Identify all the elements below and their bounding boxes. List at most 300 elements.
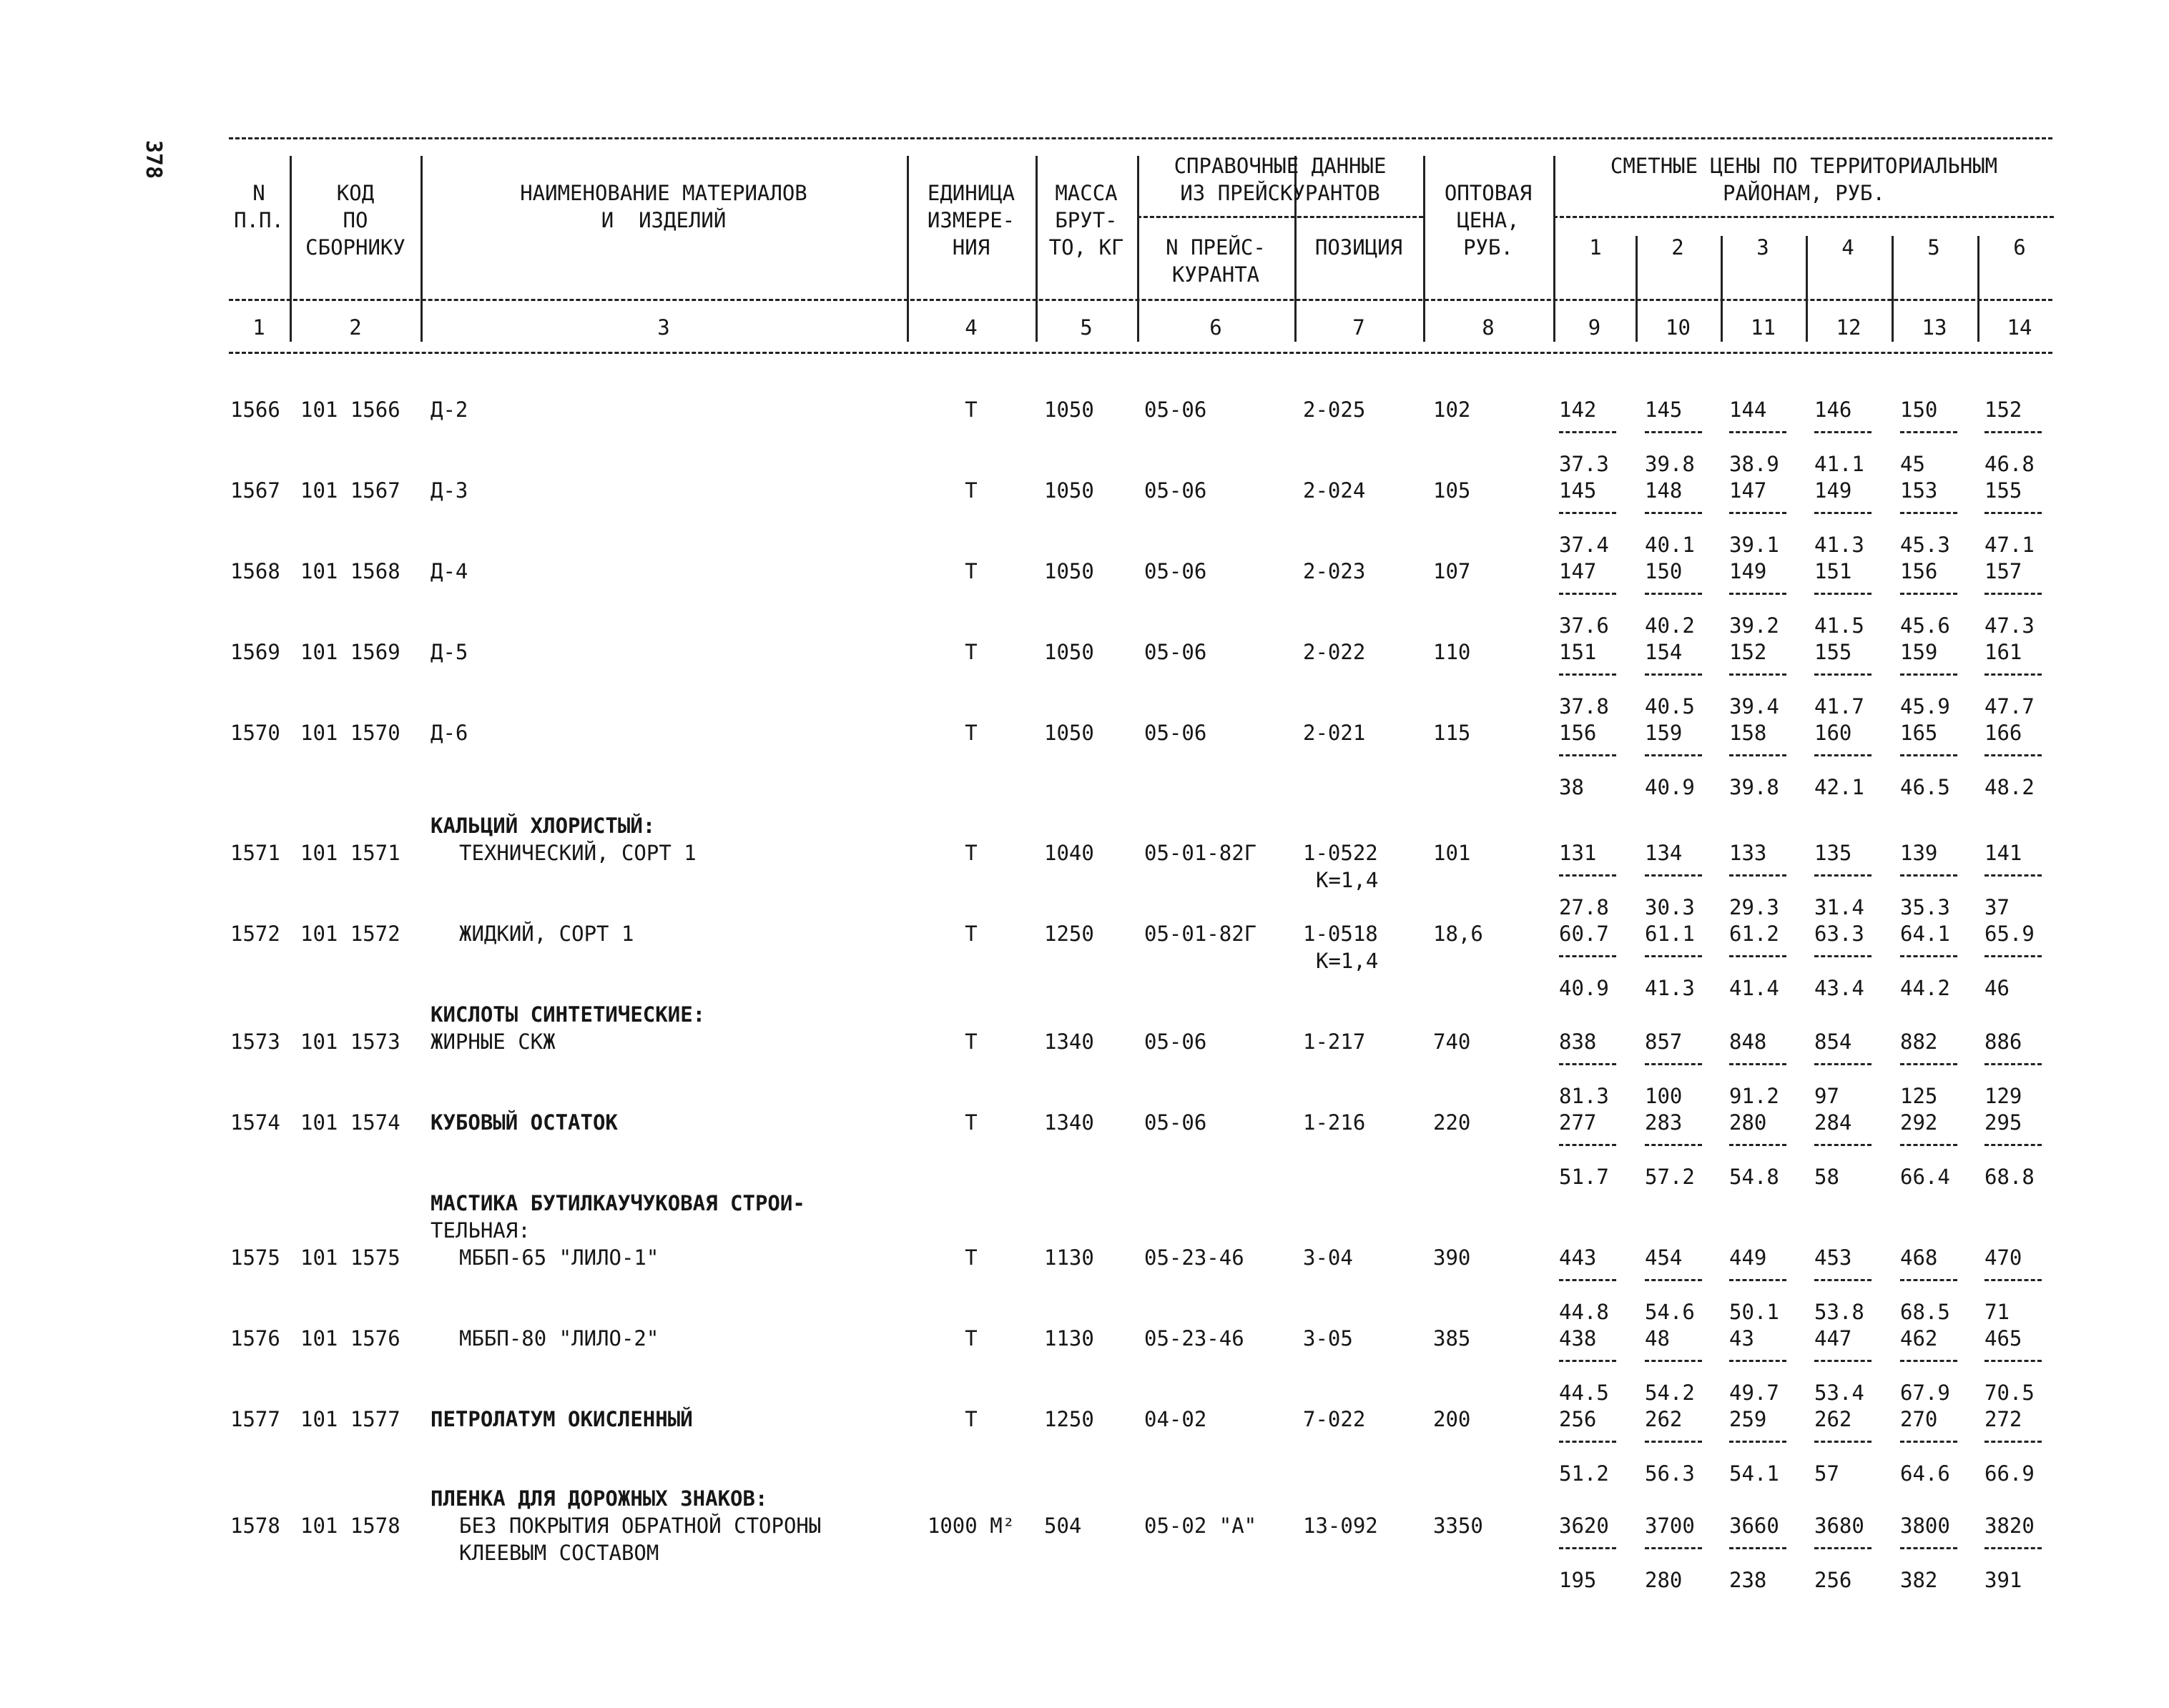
region-price-wage: 44.5 xyxy=(1559,1381,1609,1405)
row-number: 1570 xyxy=(230,721,280,745)
fraction-bar xyxy=(1814,431,1872,433)
position: 1-0518 xyxy=(1303,922,1378,946)
region-price-wage: 44.8 xyxy=(1559,1300,1609,1324)
position: 1-0522 xyxy=(1303,841,1378,865)
position-coef: К=1,4 xyxy=(1316,949,1379,973)
fraction-bar xyxy=(1984,1063,2042,1065)
fraction-bar xyxy=(1559,874,1616,877)
header-col-name: И ИЗДЕЛИЙ xyxy=(601,208,727,232)
region-price-wage: 40.1 xyxy=(1645,533,1695,557)
fraction-bar xyxy=(1645,874,1702,877)
fraction-bar xyxy=(1559,955,1616,957)
header-col-unit: ИЗМЕРЕ- xyxy=(927,208,1015,232)
mass: 1040 xyxy=(1044,841,1094,865)
region-price-total: 3800 xyxy=(1900,1514,1950,1538)
unit: Т xyxy=(965,1245,978,1270)
fraction-bar xyxy=(1559,673,1616,676)
region-price-total: 133 xyxy=(1729,841,1767,865)
position: 2-025 xyxy=(1303,398,1366,422)
region-price-total: 438 xyxy=(1559,1326,1597,1351)
header-column-index: 4 xyxy=(965,315,978,340)
region-price-total: 60.7 xyxy=(1559,922,1609,946)
region-price-wage: 382 xyxy=(1900,1568,1938,1592)
region-price-total: 3700 xyxy=(1645,1514,1695,1538)
region-price-total: 152 xyxy=(1729,640,1767,664)
header-column-index: 5 xyxy=(1080,315,1093,340)
material-name: Д-3 xyxy=(431,478,468,503)
unit: Т xyxy=(965,922,978,946)
region-price-wage: 40.9 xyxy=(1559,976,1609,1000)
region-price-wage: 40.9 xyxy=(1645,775,1695,799)
page-number: 378 xyxy=(141,140,166,179)
region-price-wage: 45 xyxy=(1900,452,1925,476)
region-price-total: 141 xyxy=(1984,841,2022,865)
region-price-total: 144 xyxy=(1729,398,1767,422)
pricelist-number: 05-23-46 xyxy=(1144,1326,1244,1351)
region-price-wage: 27.8 xyxy=(1559,895,1609,919)
header-col-mass: БРУТ- xyxy=(1055,208,1118,232)
region-price-total: 277 xyxy=(1559,1110,1597,1135)
header-column-index: 6 xyxy=(1209,315,1222,340)
fraction-bar xyxy=(1645,1279,1702,1281)
header-column-index: 11 xyxy=(1751,315,1776,340)
row-number: 1571 xyxy=(230,841,280,865)
pricelist-number: 05-06 xyxy=(1144,721,1207,745)
row-code: 101 1569 xyxy=(300,640,400,664)
region-price-total: 63.3 xyxy=(1814,922,1864,946)
region-price-total: 3680 xyxy=(1814,1514,1864,1538)
wholesale-price: 18,6 xyxy=(1433,922,1483,946)
fraction-bar xyxy=(1900,593,1957,595)
row-code: 101 1571 xyxy=(300,841,400,865)
fraction-bar xyxy=(1984,1144,2042,1146)
region-price-wage: 70.5 xyxy=(1984,1381,2035,1405)
fraction-bar xyxy=(1814,673,1872,676)
row-number: 1566 xyxy=(230,398,280,422)
region-price-wage: 47.7 xyxy=(1984,694,2035,719)
fraction-bar xyxy=(1559,1279,1616,1281)
fraction-bar xyxy=(1645,1144,1702,1146)
fraction-bar xyxy=(1814,1360,1872,1362)
header-column-index: 7 xyxy=(1352,315,1365,340)
header-col-wholesale: РУБ. xyxy=(1463,235,1513,260)
mass: 1050 xyxy=(1044,478,1094,503)
header-region-number: 2 xyxy=(1671,235,1684,260)
region-price-total: 156 xyxy=(1559,721,1597,745)
material-name: КУБОВЫЙ ОСТАТОК xyxy=(431,1110,618,1135)
fraction-bar xyxy=(1729,431,1786,433)
fraction-bar xyxy=(1814,1279,1872,1281)
group-heading: КИСЛОТЫ СИНТЕТИЧЕСКИЕ: xyxy=(431,1002,706,1027)
header-col-number: N xyxy=(252,181,265,205)
region-price-total: 882 xyxy=(1900,1030,1938,1054)
header-region-number: 3 xyxy=(1756,235,1769,260)
fraction-bar xyxy=(1645,512,1702,514)
fraction-bar xyxy=(1814,593,1872,595)
fraction-bar xyxy=(1559,1547,1616,1549)
region-price-total: 152 xyxy=(1984,398,2022,422)
position-coef: К=1,4 xyxy=(1316,868,1379,892)
fraction-bar xyxy=(1814,1441,1872,1443)
fraction-bar xyxy=(1729,673,1786,676)
region-price-wage: 100 xyxy=(1645,1084,1683,1108)
region-price-wage: 40.2 xyxy=(1645,613,1695,638)
material-name: ЖИРНЫЕ СКЖ xyxy=(431,1030,556,1054)
material-name: Д-4 xyxy=(431,559,468,583)
region-price-total: 3660 xyxy=(1729,1514,1779,1538)
region-price-wage: 45.9 xyxy=(1900,694,1950,719)
region-price-total: 149 xyxy=(1814,478,1852,503)
header-price-group: РАЙОНАМ, РУБ. xyxy=(1723,181,1885,205)
wholesale-price: 200 xyxy=(1433,1407,1471,1431)
region-price-wage: 51.2 xyxy=(1559,1461,1609,1486)
position: 3-05 xyxy=(1303,1326,1353,1351)
row-code: 101 1567 xyxy=(300,478,400,503)
region-price-wage: 41.3 xyxy=(1645,976,1695,1000)
header-col-pricelist: N ПРЕЙС- xyxy=(1166,235,1266,260)
fraction-bar xyxy=(1645,431,1702,433)
region-price-wage: 53.8 xyxy=(1814,1300,1864,1324)
wholesale-price: 107 xyxy=(1433,559,1471,583)
region-price-wage: 41.7 xyxy=(1814,694,1864,719)
region-price-wage: 57 xyxy=(1814,1461,1839,1486)
material-name: МББП-65 "ЛИЛО-1" xyxy=(459,1245,659,1270)
fraction-bar xyxy=(1559,1063,1616,1065)
fraction-bar xyxy=(1729,754,1786,756)
fraction-bar xyxy=(1814,874,1872,877)
fraction-bar xyxy=(1645,1547,1702,1549)
fraction-bar xyxy=(1900,1441,1957,1443)
region-price-wage: 37.6 xyxy=(1559,613,1609,638)
region-price-wage: 47.3 xyxy=(1984,613,2035,638)
header-column-index: 12 xyxy=(1836,315,1861,340)
region-price-total: 159 xyxy=(1645,721,1683,745)
pricelist-number: 05-06 xyxy=(1144,559,1207,583)
unit: Т xyxy=(965,398,978,422)
position: 1-216 xyxy=(1303,1110,1366,1135)
material-name: Д-6 xyxy=(431,721,468,745)
unit: Т xyxy=(965,640,978,664)
header-ref-group: СПРАВОЧНЫЕ ДАННЫЕ xyxy=(1174,154,1387,178)
pricelist-number: 04-02 xyxy=(1144,1407,1207,1431)
header-column-index: 13 xyxy=(1922,315,1947,340)
region-price-wage: 125 xyxy=(1900,1084,1938,1108)
unit: Т xyxy=(965,841,978,865)
region-price-wage: 81.3 xyxy=(1559,1084,1609,1108)
region-price-total: 454 xyxy=(1645,1245,1683,1270)
region-price-total: 148 xyxy=(1645,478,1683,503)
wholesale-price: 105 xyxy=(1433,478,1471,503)
region-price-total: 165 xyxy=(1900,721,1938,745)
region-price-total: 155 xyxy=(1814,640,1852,664)
fraction-bar xyxy=(1559,1441,1616,1443)
fraction-bar xyxy=(1984,955,2042,957)
pricelist-number: 05-06 xyxy=(1144,478,1207,503)
region-price-wage: 40.5 xyxy=(1645,694,1695,719)
row-number: 1575 xyxy=(230,1245,280,1270)
region-price-wage: 71 xyxy=(1984,1300,2010,1324)
fraction-bar xyxy=(1984,593,2042,595)
fraction-bar xyxy=(1729,1279,1786,1281)
group-heading: МАСТИКА БУТИЛКАУЧУКОВАЯ СТРОИ- xyxy=(431,1191,805,1215)
fraction-bar xyxy=(1729,1441,1786,1443)
group-heading: ПЛЕНКА ДЛЯ ДОРОЖНЫХ ЗНАКОВ: xyxy=(431,1486,768,1511)
region-price-total: 470 xyxy=(1984,1245,2022,1270)
header-col-code: ПО xyxy=(343,208,368,232)
row-code: 101 1575 xyxy=(300,1245,400,1270)
region-price-total: 142 xyxy=(1559,398,1597,422)
fraction-bar xyxy=(1984,1279,2042,1281)
region-price-wage: 47.1 xyxy=(1984,533,2035,557)
region-price-wage: 195 xyxy=(1559,1568,1597,1592)
region-price-total: 283 xyxy=(1645,1110,1683,1135)
pricelist-number: 05-23-46 xyxy=(1144,1245,1244,1270)
position: 2-023 xyxy=(1303,559,1366,583)
header-col-mass: ТО, КГ xyxy=(1048,235,1124,260)
region-price-total: 154 xyxy=(1645,640,1683,664)
fraction-bar xyxy=(1900,431,1957,433)
region-price-total: 158 xyxy=(1729,721,1767,745)
wholesale-price: 3350 xyxy=(1433,1514,1483,1538)
region-price-total: 838 xyxy=(1559,1030,1597,1054)
fraction-bar xyxy=(1900,1547,1957,1549)
fraction-bar xyxy=(1645,673,1702,676)
region-price-total: 61.2 xyxy=(1729,922,1779,946)
region-price-wage: 41.1 xyxy=(1814,452,1864,476)
region-price-wage: 54.6 xyxy=(1645,1300,1695,1324)
region-price-total: 147 xyxy=(1559,559,1597,583)
row-code: 101 1574 xyxy=(300,1110,400,1135)
material-name-cont: КЛЕЕВЫМ СОСТАВОМ xyxy=(459,1541,659,1565)
row-number: 1577 xyxy=(230,1407,280,1431)
region-price-total: 147 xyxy=(1729,478,1767,503)
fraction-bar xyxy=(1900,1279,1957,1281)
ref-group-divider xyxy=(1137,216,1423,218)
region-price-wage: 39.2 xyxy=(1729,613,1779,638)
region-price-total: 256 xyxy=(1559,1407,1597,1431)
region-price-wage: 39.4 xyxy=(1729,694,1779,719)
position: 13-092 xyxy=(1303,1514,1378,1538)
region-price-total: 166 xyxy=(1984,721,2022,745)
region-price-total: 139 xyxy=(1900,841,1938,865)
region-price-total: 468 xyxy=(1900,1245,1938,1270)
region-price-wage: 51.7 xyxy=(1559,1165,1609,1189)
region-price-total: 149 xyxy=(1729,559,1767,583)
fraction-bar xyxy=(1814,1144,1872,1146)
header-col-unit: НИЯ xyxy=(952,235,990,260)
unit: Т xyxy=(965,559,978,583)
region-price-total: 3620 xyxy=(1559,1514,1609,1538)
region-price-wage: 53.4 xyxy=(1814,1381,1864,1405)
region-price-wage: 44.2 xyxy=(1900,976,1950,1000)
row-number: 1574 xyxy=(230,1110,280,1135)
region-price-total: 465 xyxy=(1984,1326,2022,1351)
pricelist-number: 05-02 "А" xyxy=(1144,1514,1257,1538)
fraction-bar xyxy=(1984,1547,2042,1549)
region-price-total: 151 xyxy=(1814,559,1852,583)
row-number: 1573 xyxy=(230,1030,280,1054)
region-price-wage: 46.5 xyxy=(1900,775,1950,799)
wholesale-price: 102 xyxy=(1433,398,1471,422)
region-price-wage: 29.3 xyxy=(1729,895,1779,919)
fraction-bar xyxy=(1645,1441,1702,1443)
region-price-wage: 54.8 xyxy=(1729,1165,1779,1189)
region-price-total: 453 xyxy=(1814,1245,1852,1270)
region-price-total: 145 xyxy=(1645,398,1683,422)
row-code: 101 1572 xyxy=(300,922,400,946)
header-col-unit: ЕДИНИЦА xyxy=(927,181,1015,205)
region-price-wage: 66.9 xyxy=(1984,1461,2035,1486)
region-price-wage: 37.8 xyxy=(1559,694,1609,719)
region-price-total: 447 xyxy=(1814,1326,1852,1351)
region-price-wage: 256 xyxy=(1814,1568,1852,1592)
header-column-index: 10 xyxy=(1666,315,1691,340)
region-price-wage: 37 xyxy=(1984,895,2010,919)
fraction-bar xyxy=(1645,1360,1702,1362)
header-col-code: СБОРНИКУ xyxy=(305,235,405,260)
fraction-bar xyxy=(1559,1144,1616,1146)
region-price-wage: 46 xyxy=(1984,976,2010,1000)
column-separator xyxy=(420,156,423,342)
region-price-wage: 38 xyxy=(1559,775,1584,799)
region-price-wage: 68.8 xyxy=(1984,1165,2035,1189)
region-price-wage: 39.8 xyxy=(1729,775,1779,799)
position: 1-217 xyxy=(1303,1030,1366,1054)
region-price-wage: 56.3 xyxy=(1645,1461,1695,1486)
region-price-wage: 57.2 xyxy=(1645,1165,1695,1189)
region-price-wage: 68.5 xyxy=(1900,1300,1950,1324)
header-region-number: 5 xyxy=(1927,235,1940,260)
region-price-total: 262 xyxy=(1645,1407,1683,1431)
region-price-wage: 35.3 xyxy=(1900,895,1950,919)
region-price-wage: 64.6 xyxy=(1900,1461,1950,1486)
header-col-pricelist: КУРАНТА xyxy=(1171,262,1260,287)
price-group-divider xyxy=(1553,216,2054,218)
region-price-wage: 54.1 xyxy=(1729,1461,1779,1486)
wholesale-price: 101 xyxy=(1433,841,1471,865)
group-heading-cont: ТЕЛЬНАЯ: xyxy=(431,1218,531,1243)
fraction-bar xyxy=(1900,673,1957,676)
region-price-wage: 45.6 xyxy=(1900,613,1950,638)
fraction-bar xyxy=(1900,1360,1957,1362)
region-price-wage: 49.7 xyxy=(1729,1381,1779,1405)
region-price-total: 449 xyxy=(1729,1245,1767,1270)
region-price-wage: 37.3 xyxy=(1559,452,1609,476)
fraction-bar xyxy=(1814,754,1872,756)
unit: Т xyxy=(965,1110,978,1135)
fraction-bar xyxy=(1729,874,1786,877)
region-price-total: 160 xyxy=(1814,721,1852,745)
region-price-total: 43 xyxy=(1729,1326,1754,1351)
region-price-total: 145 xyxy=(1559,478,1597,503)
region-price-wage: 50.1 xyxy=(1729,1300,1779,1324)
material-name: ЖИДКИЙ, СОРТ 1 xyxy=(459,922,634,946)
pricelist-number: 05-06 xyxy=(1144,398,1207,422)
row-number: 1578 xyxy=(230,1514,280,1538)
fraction-bar xyxy=(1900,955,1957,957)
mass: 1050 xyxy=(1044,398,1094,422)
mass: 1050 xyxy=(1044,721,1094,745)
region-price-total: 150 xyxy=(1645,559,1683,583)
fraction-bar xyxy=(1984,1360,2042,1362)
fraction-bar xyxy=(1900,1063,1957,1065)
fraction-bar xyxy=(1984,512,2042,514)
position: 2-022 xyxy=(1303,640,1366,664)
mass: 1340 xyxy=(1044,1110,1094,1135)
region-price-total: 462 xyxy=(1900,1326,1938,1351)
fraction-bar xyxy=(1814,1063,1872,1065)
fraction-bar xyxy=(1559,593,1616,595)
header-column-index: 8 xyxy=(1482,315,1495,340)
mass: 1340 xyxy=(1044,1030,1094,1054)
region-price-total: 295 xyxy=(1984,1110,2022,1135)
row-number: 1576 xyxy=(230,1326,280,1351)
wholesale-price: 220 xyxy=(1433,1110,1471,1135)
region-price-wage: 45.3 xyxy=(1900,533,1950,557)
mass: 1130 xyxy=(1044,1245,1094,1270)
fraction-bar xyxy=(1645,1063,1702,1065)
fraction-bar xyxy=(1729,955,1786,957)
row-code: 101 1578 xyxy=(300,1514,400,1538)
fraction-bar xyxy=(1729,1360,1786,1362)
header-col-position: ПОЗИЦИЯ xyxy=(1314,235,1403,260)
region-price-total: 886 xyxy=(1984,1030,2022,1054)
fraction-bar xyxy=(1900,874,1957,877)
region-price-wage: 31.4 xyxy=(1814,895,1864,919)
region-price-wage: 37.4 xyxy=(1559,533,1609,557)
fraction-bar xyxy=(1729,1063,1786,1065)
row-code: 101 1577 xyxy=(300,1407,400,1431)
header-col-mass: МАССА xyxy=(1055,181,1118,205)
fraction-bar xyxy=(1984,874,2042,877)
fraction-bar xyxy=(1814,512,1872,514)
wholesale-price: 390 xyxy=(1433,1245,1471,1270)
row-code: 101 1570 xyxy=(300,721,400,745)
fraction-bar xyxy=(1645,754,1702,756)
position: 7-022 xyxy=(1303,1407,1366,1431)
region-price-total: 146 xyxy=(1814,398,1852,422)
header-column-index: 9 xyxy=(1588,315,1601,340)
header-column-index: 1 xyxy=(252,315,265,340)
row-number: 1567 xyxy=(230,478,280,503)
region-price-wage: 97 xyxy=(1814,1084,1839,1108)
region-price-total: 3820 xyxy=(1984,1514,2035,1538)
mass: 1250 xyxy=(1044,922,1094,946)
material-name: ПЕТРОЛАТУМ ОКИСЛЕННЫЙ xyxy=(431,1407,693,1431)
fraction-bar xyxy=(1900,1144,1957,1146)
fraction-bar xyxy=(1645,593,1702,595)
region-price-total: 848 xyxy=(1729,1030,1767,1054)
row-number: 1569 xyxy=(230,640,280,664)
header-col-code: КОД xyxy=(336,181,375,205)
mass: 1050 xyxy=(1044,559,1094,583)
header-col-number: П.П. xyxy=(234,208,284,232)
position: 2-024 xyxy=(1303,478,1366,503)
region-price-total: 156 xyxy=(1900,559,1938,583)
material-name: МББП-80 "ЛИЛО-2" xyxy=(459,1326,659,1351)
region-price-total: 150 xyxy=(1900,398,1938,422)
mass: 1050 xyxy=(1044,640,1094,664)
region-price-total: 151 xyxy=(1559,640,1597,664)
fraction-bar xyxy=(1729,1547,1786,1549)
pricelist-number: 05-01-82Г xyxy=(1144,922,1257,946)
region-price-total: 854 xyxy=(1814,1030,1852,1054)
fraction-bar xyxy=(1729,512,1786,514)
region-price-total: 153 xyxy=(1900,478,1938,503)
header-region-number: 6 xyxy=(2013,235,2026,260)
fraction-bar xyxy=(1814,1547,1872,1549)
region-price-wage: 43.4 xyxy=(1814,976,1864,1000)
